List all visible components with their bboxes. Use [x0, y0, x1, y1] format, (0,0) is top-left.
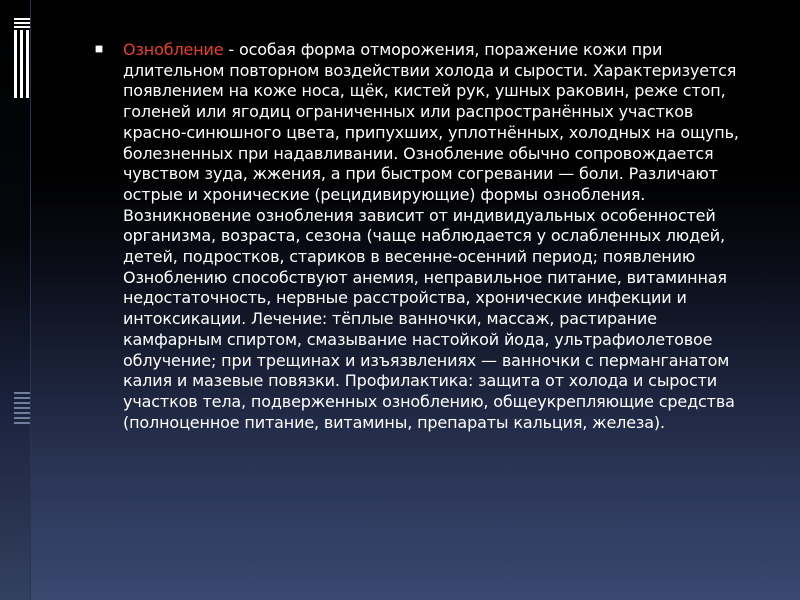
top-decoration-icon	[14, 18, 30, 98]
body-paragraph	[123, 40, 755, 433]
body-text: - особая форма отморожения, поражение кожи при длительном повторном воздействии холода и сырости. Характеризуется появлением на коже носа, щёк, кистей рук, ушных раковин, реже стоп, голеней или ягодиц ограниченных или распространённых участков красно-синюшного цвета, припухших, уплотнённых, холодных на ощупь, болезненных при надавливании. Ознобление обычно сопровождается чувством зуда, жжения, а при быстром согревании — боли. Различают острые и хронические (рецидивирующие) формы ознобления. Возникновение ознобления зависит от индивидуальных особенностей организма, возраста, сезона (чаще наблюдается у ослабленных людей, детей, подростков, стариков в весенне-осенний период; появлению Озноблению способствуют анемия, неправильное питание, витаминная недостаточность, нервные расстройства, хронические инфекции и интоксикации. Лечение: тёплые ванночки, массаж, растирание камфарным спиртом, смазывание настойкой йода, ультрафиолетовое облучение; при трещинах и изъязвлениях — ванночки с перманганатом калия и мазевые повязки. Профилактика: защита от холода и сырости участков тела, подверженных озноблению, общеукрепляющие средства (полноценное питание, витамины, препараты кальция, железа).	[123, 40, 739, 432]
square-bullet-icon	[96, 46, 103, 53]
term-highlight: Ознобление	[123, 40, 224, 59]
bullet-item	[95, 40, 755, 433]
strip-divider	[30, 0, 31, 600]
bottom-decoration-icon	[14, 392, 30, 428]
slide-content	[95, 40, 755, 433]
